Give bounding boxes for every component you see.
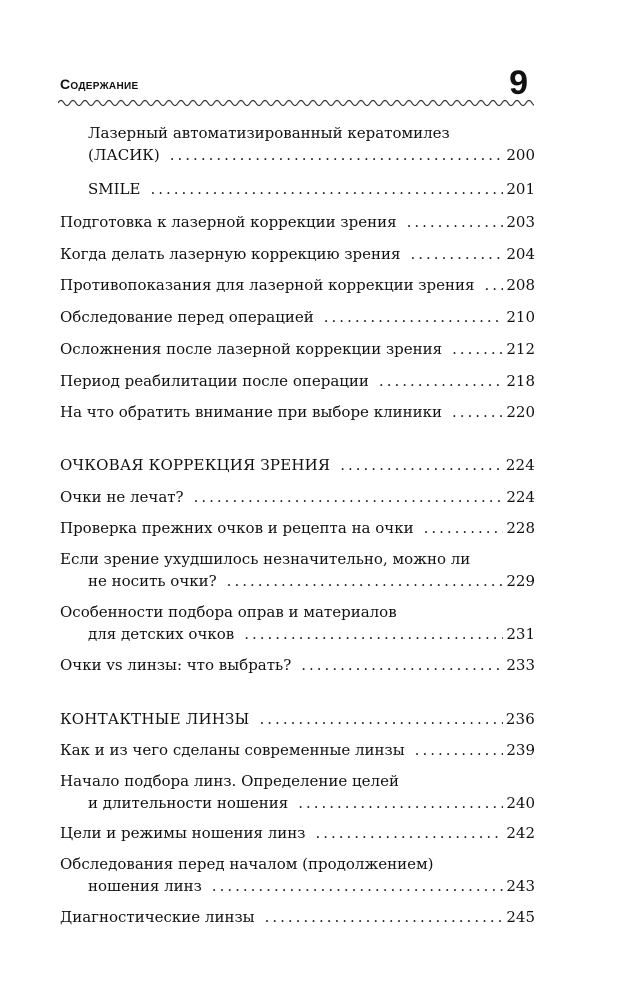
toc-entry[interactable]	[60, 601, 535, 645]
toc-page-number: 233	[506, 656, 535, 674]
page-number: 9	[509, 64, 528, 102]
toc-section-heading[interactable]	[60, 708, 535, 730]
toc-entry-title-line: Обследования перед началом (продолжением)	[60, 855, 434, 873]
wavy-divider	[58, 96, 534, 110]
toc-entry-title-line: Особенности подбора оправ и материалов	[60, 603, 397, 621]
dot-leader	[379, 370, 503, 392]
dot-leader	[170, 144, 504, 166]
toc-entry-title: Очки не лечат?	[60, 488, 184, 506]
dot-leader	[260, 708, 503, 730]
toc-entry-title: Подготовка к лазерной коррекции зрения	[60, 213, 397, 231]
dot-leader	[452, 338, 503, 360]
toc-entry-title: Диагностические линзы	[60, 908, 255, 926]
toc-entry[interactable]	[60, 739, 535, 761]
dot-leader	[212, 875, 504, 897]
toc-entry-title: Обследование перед операцией	[60, 308, 314, 326]
toc-entry-title-line: (ЛАСИК)	[88, 146, 160, 164]
toc-entry-title-line: Если зрение ухудшилось незначительно, можно ли	[60, 550, 471, 568]
dot-leader	[415, 739, 504, 761]
toc-entry-title: Противопоказания для лазерной коррекции зрения	[60, 276, 475, 294]
toc-page-number: 245	[506, 908, 535, 926]
toc-entry[interactable]	[60, 274, 535, 296]
toc-page-number: 210	[506, 308, 535, 326]
toc-entry[interactable]	[60, 517, 535, 539]
toc-page-number: 242	[506, 824, 535, 842]
dot-leader	[424, 517, 504, 539]
toc-entry[interactable]	[60, 178, 535, 200]
toc-entry[interactable]	[60, 822, 535, 844]
toc-entry-title-line: Начало подбора линз. Определение целей	[60, 772, 399, 790]
toc-entry[interactable]	[60, 770, 535, 814]
toc-section-title: КОНТАКТНЫЕ ЛИНЗЫ	[60, 710, 250, 728]
dot-leader	[315, 822, 503, 844]
toc-entry-title-line: не носить очки?	[88, 572, 217, 590]
toc-page-number: 204	[506, 245, 535, 263]
toc-entry[interactable]	[60, 401, 535, 423]
toc-entry[interactable]	[60, 548, 535, 592]
toc-page-number: 224	[505, 456, 535, 474]
running-title: Содержание	[60, 76, 139, 92]
dot-leader	[244, 623, 503, 645]
toc-page-number: 231	[506, 625, 535, 643]
toc-page-number: 240	[506, 794, 535, 812]
dot-leader	[194, 486, 504, 508]
toc-page-number: 218	[506, 372, 535, 390]
toc-entry-title-line: для детских очков	[88, 625, 235, 643]
toc-entry[interactable]	[60, 122, 535, 166]
toc-entry[interactable]	[60, 243, 535, 265]
dot-leader	[407, 211, 504, 233]
toc-page-number: 212	[506, 340, 535, 358]
toc-page-number: 243	[506, 877, 535, 895]
toc-entry[interactable]	[60, 906, 535, 928]
toc-entry-title: SMILE	[88, 180, 141, 198]
toc-entry-title-line: и длительности ношения	[88, 794, 289, 812]
toc-page-number: 228	[506, 519, 535, 537]
dot-leader	[298, 792, 503, 814]
toc-page-number: 236	[505, 710, 535, 728]
dot-leader	[227, 570, 504, 592]
dot-leader	[340, 454, 503, 476]
dot-leader	[265, 906, 504, 928]
toc-entry[interactable]	[60, 338, 535, 360]
toc-page-number: 203	[506, 213, 535, 231]
toc-entry[interactable]	[60, 654, 535, 676]
toc-page-number: 201	[506, 180, 535, 198]
toc-entry-title: Когда делать лазерную коррекцию зрения	[60, 245, 401, 263]
toc-entry-title: Осложнения после лазерной коррекции зрения	[60, 340, 443, 358]
toc-entry[interactable]	[60, 211, 535, 233]
toc-entry-title-line: ношения линз	[88, 877, 202, 895]
toc-entry-title: Проверка прежних очков и рецепта на очки	[60, 519, 414, 537]
toc-entry-title: Период реабилитации после операции	[60, 372, 369, 390]
toc-page-number: 220	[506, 403, 535, 421]
toc-entry-title: Как и из чего сделаны современные линзы	[60, 741, 405, 759]
dot-leader	[324, 306, 504, 328]
toc-entry[interactable]	[60, 370, 535, 392]
dot-leader	[485, 274, 504, 296]
dot-leader	[411, 243, 504, 265]
toc-page-number: 224	[506, 488, 535, 506]
toc-entry[interactable]	[60, 306, 535, 328]
toc-entry-title: Очки vs линзы: что выбрать?	[60, 656, 292, 674]
toc-entry-title-line: Лазерный автоматизированный кератомилез	[88, 124, 450, 142]
dot-leader	[301, 654, 503, 676]
toc-page-number: 239	[506, 741, 535, 759]
toc-page-number: 200	[506, 146, 535, 164]
toc-entry[interactable]	[60, 486, 535, 508]
toc-entry[interactable]	[60, 853, 535, 897]
dot-leader	[150, 178, 503, 200]
toc-page-number: 229	[506, 572, 535, 590]
toc-section-title: ОЧКОВАЯ КОРРЕКЦИЯ ЗРЕНИЯ	[60, 456, 331, 474]
dot-leader	[452, 401, 503, 423]
toc-entry-title: Цели и режимы ношения линз	[60, 824, 306, 842]
toc-page-number: 208	[506, 276, 535, 294]
toc-entry-title: На что обратить внимание при выборе клиники	[60, 403, 442, 421]
toc-section-heading[interactable]	[60, 454, 535, 476]
